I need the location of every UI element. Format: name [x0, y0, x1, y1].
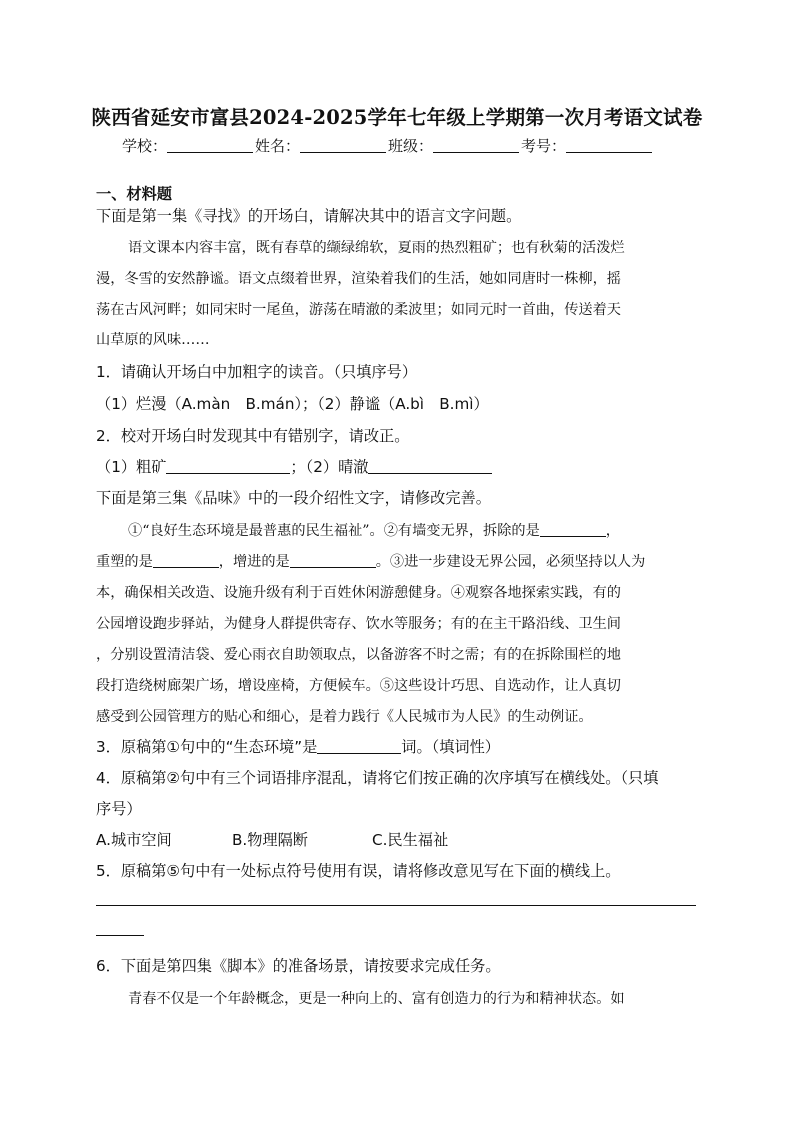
passage2-text: 重塑的是	[96, 554, 153, 570]
question-4-cont: 序号）	[96, 800, 142, 818]
q2-blank-1[interactable]	[166, 459, 290, 474]
q4-option-c: C.民生福祉	[372, 831, 449, 849]
passage2-line: 段打造绕树廊架广场，增设座椅，方便候车。⑤这些设计巧思、自选动作，让人真切	[96, 678, 621, 694]
passage2-text: ，增进的是	[218, 554, 290, 570]
passage2-blank-3[interactable]	[290, 553, 376, 568]
school-blank[interactable]	[167, 138, 253, 153]
student-info-row	[122, 135, 654, 156]
question-4: 4．原稿第②句中有三个词语排序混乱，请将它们按正确的次序填写在横线处。（只填	[96, 769, 659, 787]
intro-2: 下面是第三集《品味》中的一段介绍性文字，请修改完善。	[96, 489, 491, 507]
passage1-line: 语文课本内容丰富，既有春草的缬绿绵软，夏雨的热烈粗矿；也有秋菊的活泼烂	[128, 240, 625, 256]
passage3-line: 青春不仅是一个年龄概念，更是一种向上的、富有创造力的行为和精神状态。如	[128, 991, 625, 1007]
q4-option-b: B.物理隔断	[232, 831, 308, 849]
passage2-line: 公园增设跑步驿站，为健身人群提供寄存、饮水等服务；有的在主干路沿线、卫生间	[96, 616, 621, 632]
q2-item-2: 晴澈	[338, 458, 369, 476]
intro-1: 下面是第一集《寻找》的开场白，请解决其中的语言文字问题。	[96, 207, 522, 225]
q2-separator: ；（2）	[290, 458, 339, 476]
passage2-line	[96, 551, 645, 571]
passage2-blank-2[interactable]	[153, 553, 219, 568]
q4-option-a: A.城市空间	[96, 831, 172, 849]
question-1-options: （1）烂漫（A.màn B.mán）；（2）静谧（A.bì B.mì）	[96, 395, 489, 413]
passage2-line: ，分别设置清洁袋、爱心雨衣自助领取点，以备游客不时之需；有的在拆除围栏的地	[96, 647, 621, 663]
passage2-text: ①“良好生态环境是最普惠的民生福祉”。②有墙变无界，拆除的是	[128, 523, 540, 539]
exam-title: 陕西省延安市富县2024-2025学年七年级上学期第一次月考语文试卷	[91, 106, 703, 129]
question-4-options	[96, 829, 448, 850]
question-3	[96, 736, 500, 757]
q5-answer-line[interactable]	[96, 905, 696, 906]
question-2: 2．校对开场白时发现其中有错别字，请改正。	[96, 427, 410, 445]
q3-text: 词。（填词性）	[401, 738, 500, 756]
passage1-line: 山草原的风味……	[96, 332, 210, 348]
passage2-blank-1[interactable]	[540, 522, 606, 537]
q2-blank-2[interactable]	[368, 459, 492, 474]
passage2-line	[128, 520, 620, 540]
section-heading: 一、材料题	[96, 185, 172, 203]
q3-text: 3．原稿第①句中的“生态环境”是	[96, 738, 318, 756]
q3-blank[interactable]	[317, 739, 401, 754]
number-blank[interactable]	[566, 138, 652, 153]
q5-answer-line-cont[interactable]	[96, 935, 144, 936]
question-6: 6．下面是第四集《脚本》的准备场景，请按要求完成任务。	[96, 957, 501, 975]
question-2-items	[96, 456, 492, 477]
name-blank[interactable]	[300, 138, 386, 153]
q2-item-1: （1）粗矿	[96, 458, 167, 476]
passage1-line: 漫，冬雪的安然静谧。语文点缀着世界，渲染着我们的生活，她如同唐时一株柳，摇	[96, 271, 621, 287]
name-label: 姓名：	[255, 137, 301, 155]
class-label: 班级：	[388, 137, 434, 155]
passage2-line: 本，确保相关改造、设施升级有利于百姓休闲游憩健身。④观察各地探索实践，有的	[96, 585, 621, 601]
school-label: 学校：	[122, 137, 168, 155]
question-5: 5．原稿第⑤句中有一处标点符号使用有误，请将修改意见写在下面的横线上。	[96, 862, 621, 880]
class-blank[interactable]	[433, 138, 519, 153]
number-label: 考号：	[521, 137, 567, 155]
passage2-text: 。③进一步建设无界公园，必须坚持以人为	[375, 554, 646, 570]
passage1-line: 荡在古风河畔；如同宋时一尾鱼，游荡在晴澈的柔波里；如同元时一首曲，传送着天	[96, 302, 621, 318]
passage2-line: 感受到公园管理方的贴心和细心，是着力践行《人民城市为人民》的生动例证。	[96, 709, 593, 725]
passage2-text: ，	[605, 523, 620, 539]
question-1: 1．请确认开场白中加粗字的读音。（只填序号）	[96, 363, 418, 381]
